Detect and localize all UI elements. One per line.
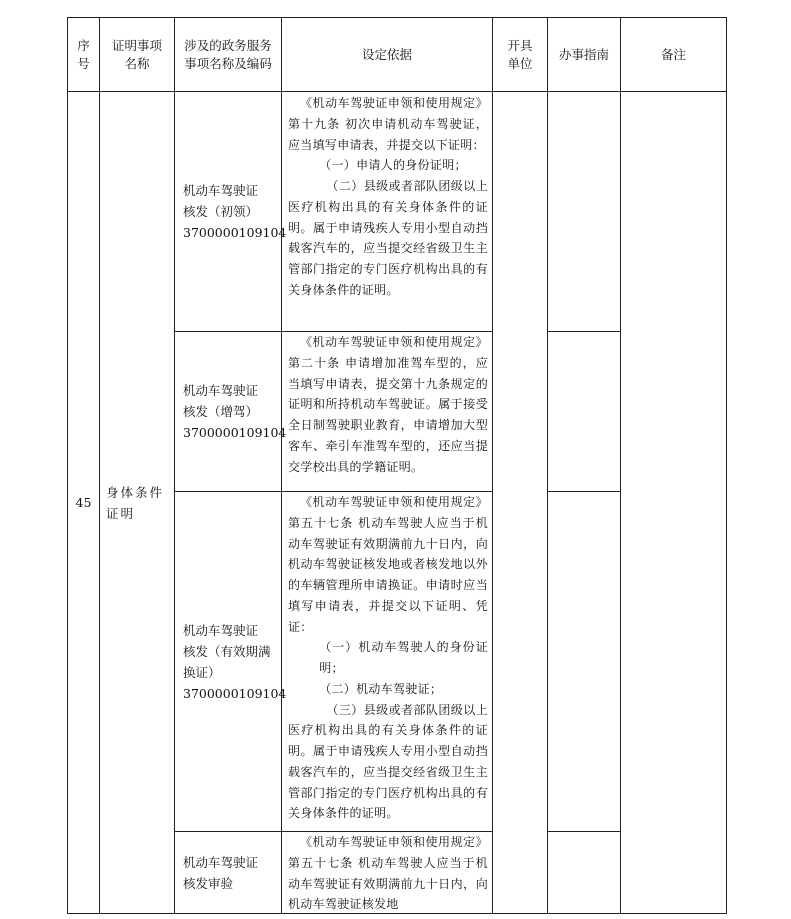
basis-item-4-para-1: 《机动车驾驶证申领和使用规定》第五十七条 机动车驾驶人应当于机动车驾驶证有效期满前九十日内，向机动车驾驶证核发地 — [288, 835, 488, 912]
basis-item-3-para-2: （一）机动车驾驶人的身份证明； — [319, 640, 488, 675]
table-border-bottom — [67, 913, 727, 914]
basis-item-3-para-3: （二）机动车驾驶证； — [319, 681, 443, 696]
table-border-right — [726, 17, 727, 914]
row-seq — [68, 92, 99, 913]
header-guide — [548, 18, 620, 91]
service-item-1-line-2: 核发（初领） — [183, 204, 259, 219]
basis-item-2 — [282, 332, 492, 491]
header-basis — [282, 18, 492, 91]
row-divider-1-guide — [547, 331, 620, 332]
header-service-item-text: 涉及的政务服务事项名称及编码 — [184, 37, 272, 71]
table-border-col4 — [492, 17, 493, 914]
basis-item-1-para-3: （二）县级或者部队团级以上医疗机构出具的有关身体条件的证明。属于申请残疾人专用小型自动挡载客汽车的，应当提交经省级卫生主管部门指定的专门医疗机构出具的有关身体条件的证明。 — [288, 179, 488, 297]
service-item-3-line-1: 机动车驾驶证 — [183, 622, 259, 638]
basis-item-3-para-4: （三）县级或者部队团级以上医疗机构出具的有关身体条件的证明。属于申请残疾人专用小型自动挡载客汽车的，应当提交经省级卫生主管部门指定的专门医疗机构出具的有关身体条件的证明。 — [288, 702, 488, 821]
service-item-2-line-1: 机动车驾驶证 — [183, 383, 259, 398]
header-issuer — [493, 18, 547, 91]
service-item-3 — [175, 492, 287, 831]
service-item-2-code: 3700000109104 — [183, 425, 287, 440]
row-divider-3-guide — [547, 831, 620, 832]
service-item-3-line-2: 核发（有效期满 — [183, 643, 271, 659]
service-item-3-code: 3700000109104 — [183, 685, 287, 701]
service-item-1 — [175, 92, 287, 331]
service-item-1-code: 3700000109104 — [183, 225, 287, 240]
header-basis-text: 设定依据 — [361, 46, 412, 62]
row-cert-name — [100, 92, 174, 913]
row-cert-name-value: 身体条件证明 — [106, 484, 165, 521]
row-divider-2-guide — [547, 491, 620, 492]
header-remark-text: 备注 — [660, 46, 686, 62]
header-seq — [68, 18, 99, 91]
basis-item-3-para-1: 《机动车驾驶证申领和使用规定》第五十七条 机动车驾驶人应当于机动车驾驶证有效期满前九十日内，向机动车驾驶证核发地或者核发地以外的车辆管理所申请换证。申请时应当填写申请表，并提交以下证明、凭证： — [288, 495, 488, 634]
basis-item-2-para-1: 《机动车驾驶证申领和使用规定》第二十条 申请增加准驾车型的，应当填写申请表，提交第十九条规定的证明和所持机动车驾驶证。属于接受全日制驾驶职业教育，申请增加大型客车、牵引车准驾车型的，还应当提交学校出具的学籍证明。 — [288, 335, 488, 474]
table-border-col6 — [620, 17, 621, 914]
service-item-2-line-2: 核发（增驾） — [183, 404, 259, 419]
header-seq-text: 序号 — [77, 37, 90, 71]
header-issuer-text: 开具单位 — [507, 37, 533, 71]
header-cert-name — [100, 18, 174, 91]
service-item-2 — [175, 332, 287, 491]
service-item-1-line-1: 机动车驾驶证 — [183, 183, 259, 198]
header-remark — [621, 18, 726, 91]
basis-item-1-para-2: （一）申请人的身份证明； — [319, 158, 467, 173]
header-guide-text: 办事指南 — [558, 46, 609, 62]
service-item-4-line-2: 核发审验 — [183, 875, 234, 891]
table-border-col5 — [547, 17, 548, 914]
row-seq-value: 45 — [75, 495, 92, 510]
basis-item-1 — [282, 93, 492, 331]
service-item-3-line-3: 换证） — [183, 664, 221, 680]
header-cert-name-text: 证明事项名称 — [111, 37, 162, 71]
basis-item-3 — [282, 492, 492, 831]
basis-item-4 — [282, 832, 492, 913]
service-item-4 — [175, 832, 281, 913]
header-service-item — [175, 18, 281, 91]
basis-item-1-para-1: 《机动车驾驶证申领和使用规定》第十九条 初次申请机动车驾驶证，应当填写申请表，并提交以下证明： — [288, 96, 488, 152]
service-item-4-line-1: 机动车驾驶证 — [183, 854, 259, 870]
